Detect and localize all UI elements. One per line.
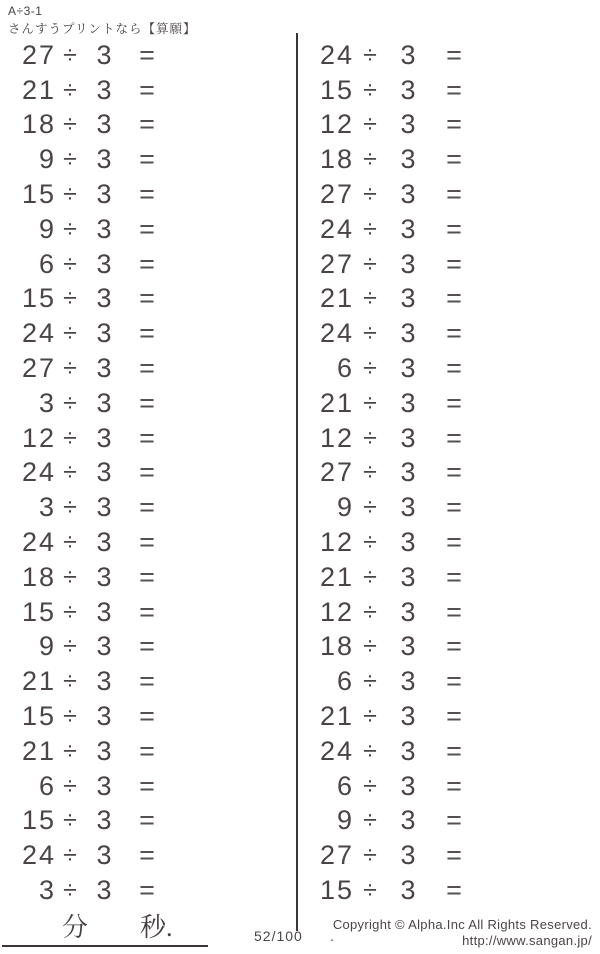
dividend-value: 24: [319, 39, 354, 70]
division-problem-row: [0, 699, 170, 734]
divisor-value: 3: [400, 666, 416, 697]
divide-operator: ÷: [63, 319, 77, 348]
divide-operator: ÷: [363, 458, 377, 487]
division-problem-row: [0, 525, 170, 560]
divisor-value: 3: [400, 387, 416, 418]
divide-operator: ÷: [63, 702, 77, 731]
division-problem-row: [0, 421, 170, 456]
divisor-value: 3: [96, 422, 112, 453]
division-problem-row: [0, 282, 170, 317]
divisor-value: 3: [400, 39, 416, 70]
division-problem-row: [0, 177, 170, 212]
dividend-value: 12: [319, 596, 354, 627]
divisor-value: 3: [400, 353, 416, 384]
dividend-value: 27: [319, 248, 354, 279]
equals-sign: =: [139, 248, 155, 279]
divide-operator: ÷: [63, 632, 77, 661]
division-problem-row: [0, 212, 170, 247]
divisor-value: 3: [400, 492, 416, 523]
division-problem-row: [297, 630, 478, 665]
dividend-value: 15: [319, 875, 354, 906]
equals-sign: =: [446, 701, 462, 732]
equals-sign: =: [446, 387, 462, 418]
divide-operator: ÷: [363, 354, 377, 383]
divisor-value: 3: [400, 213, 416, 244]
divisor-value: 3: [400, 561, 416, 592]
dividend-value: 21: [21, 74, 56, 105]
divide-operator: ÷: [363, 528, 377, 557]
divisor-value: 3: [400, 283, 416, 314]
divide-operator: ÷: [363, 110, 377, 139]
equals-sign: =: [446, 770, 462, 801]
dividend-value: 15: [319, 74, 354, 105]
division-problem-row: [0, 560, 170, 595]
equals-sign: =: [446, 875, 462, 906]
divide-operator: ÷: [363, 40, 377, 69]
divisor-value: 3: [400, 805, 416, 836]
equals-sign: =: [139, 527, 155, 558]
division-problem-row: [0, 73, 170, 108]
divisor-value: 3: [96, 283, 112, 314]
divisor-value: 3: [400, 701, 416, 732]
equals-sign: =: [139, 596, 155, 627]
equals-sign: =: [446, 596, 462, 627]
equals-sign: =: [446, 283, 462, 314]
problem-column-left: [0, 38, 170, 908]
dividend-value: 24: [21, 840, 56, 871]
divide-operator: ÷: [363, 597, 377, 626]
equals-sign: =: [139, 770, 155, 801]
divisor-value: 3: [96, 701, 112, 732]
divide-operator: ÷: [63, 75, 77, 104]
equals-sign: =: [446, 805, 462, 836]
divide-operator: ÷: [363, 806, 377, 835]
dividend-value: 27: [319, 840, 354, 871]
equals-sign: =: [446, 631, 462, 662]
divide-operator: ÷: [363, 702, 377, 731]
divide-operator: ÷: [63, 876, 77, 905]
division-problem-row: [0, 351, 170, 386]
equals-sign: =: [446, 735, 462, 766]
dividend-value: 18: [319, 631, 354, 662]
dividend-value: 18: [21, 109, 56, 140]
division-problem-row: [0, 595, 170, 630]
dividend-value: 6: [336, 666, 354, 697]
division-problem-row: [0, 386, 170, 421]
dividend-value: 9: [336, 805, 354, 836]
divide-operator: ÷: [63, 736, 77, 765]
divisor-value: 3: [96, 387, 112, 418]
division-problem-row: [297, 664, 478, 699]
equals-sign: =: [446, 248, 462, 279]
divisor-value: 3: [400, 840, 416, 871]
equals-sign: =: [446, 39, 462, 70]
equals-sign: =: [139, 457, 155, 488]
equals-sign: =: [446, 561, 462, 592]
divide-operator: ÷: [363, 771, 377, 800]
equals-sign: =: [446, 179, 462, 210]
seconds-label: 秒.: [140, 913, 173, 942]
division-problem-row: [0, 108, 170, 143]
division-problem-row: [0, 490, 170, 525]
divide-operator: ÷: [363, 493, 377, 522]
dividend-value: 21: [319, 701, 354, 732]
equals-sign: =: [139, 283, 155, 314]
dividend-value: 21: [319, 561, 354, 592]
divide-operator: ÷: [63, 562, 77, 591]
equals-sign: =: [139, 109, 155, 140]
site-url: http://www.sangan.jp/: [462, 933, 592, 948]
divisor-value: 3: [400, 179, 416, 210]
divide-operator: ÷: [63, 214, 77, 243]
divisor-value: 3: [96, 179, 112, 210]
divide-operator: ÷: [63, 249, 77, 278]
divide-operator: ÷: [63, 388, 77, 417]
dividend-value: 15: [21, 179, 56, 210]
equals-sign: =: [139, 39, 155, 70]
divide-operator: ÷: [363, 75, 377, 104]
divide-operator: ÷: [63, 180, 77, 209]
dividend-value: 18: [319, 144, 354, 175]
divisor-value: 3: [400, 770, 416, 801]
divide-operator: ÷: [363, 319, 377, 348]
division-problem-row: [297, 873, 478, 908]
dividend-value: 9: [336, 492, 354, 523]
division-problem-row: [297, 456, 478, 491]
divide-operator: ÷: [363, 180, 377, 209]
divisor-value: 3: [400, 875, 416, 906]
equals-sign: =: [139, 735, 155, 766]
division-problem-row: [297, 699, 478, 734]
divisor-value: 3: [96, 353, 112, 384]
equals-sign: =: [446, 318, 462, 349]
division-problem-row: [297, 769, 478, 804]
dividend-value: 3: [38, 875, 56, 906]
dividend-value: 6: [336, 770, 354, 801]
division-problem-row: [297, 595, 478, 630]
dividend-value: 3: [38, 387, 56, 418]
equals-sign: =: [446, 457, 462, 488]
dividend-value: 27: [319, 179, 354, 210]
division-problem-row: [297, 108, 478, 143]
equals-sign: =: [446, 840, 462, 871]
divide-operator: ÷: [63, 354, 77, 383]
divisor-value: 3: [400, 457, 416, 488]
divide-operator: ÷: [363, 632, 377, 661]
dividend-value: 24: [21, 527, 56, 558]
divide-operator: ÷: [63, 493, 77, 522]
divisor-value: 3: [400, 248, 416, 279]
equals-sign: =: [446, 422, 462, 453]
equals-sign: =: [139, 353, 155, 384]
divide-operator: ÷: [63, 667, 77, 696]
dividend-value: 12: [319, 527, 354, 558]
division-problem-row: [297, 490, 478, 525]
divisor-value: 3: [96, 39, 112, 70]
dividend-value: 9: [38, 631, 56, 662]
divisor-value: 3: [96, 74, 112, 105]
divide-operator: ÷: [363, 284, 377, 313]
divisor-value: 3: [96, 527, 112, 558]
equals-sign: =: [139, 805, 155, 836]
divisor-value: 3: [400, 596, 416, 627]
divide-operator: ÷: [363, 667, 377, 696]
division-problem-row: [297, 525, 478, 560]
dividend-value: 15: [21, 596, 56, 627]
equals-sign: =: [139, 422, 155, 453]
division-problem-row: [297, 38, 478, 73]
division-problem-row: [0, 873, 170, 908]
page-dot: .: [330, 928, 334, 944]
division-problem-row: [297, 421, 478, 456]
dividend-value: 24: [319, 735, 354, 766]
copyright-block: [333, 917, 592, 949]
division-problem-row: [0, 734, 170, 769]
page-number: 52/100: [254, 928, 303, 944]
divide-operator: ÷: [63, 110, 77, 139]
divisor-value: 3: [96, 318, 112, 349]
division-problem-row: [297, 386, 478, 421]
divide-operator: ÷: [63, 597, 77, 626]
divisor-value: 3: [400, 109, 416, 140]
equals-sign: =: [139, 74, 155, 105]
divide-operator: ÷: [363, 423, 377, 452]
division-problem-row: [297, 177, 478, 212]
dividend-value: 24: [319, 213, 354, 244]
worksheet-code: A÷3-1: [8, 4, 43, 18]
divisor-value: 3: [96, 840, 112, 871]
divide-operator: ÷: [363, 214, 377, 243]
dividend-value: 15: [21, 701, 56, 732]
division-problem-row: [0, 142, 170, 177]
divide-operator: ÷: [63, 40, 77, 69]
equals-sign: =: [446, 353, 462, 384]
divisor-value: 3: [96, 457, 112, 488]
division-problem-row: [0, 456, 170, 491]
divisor-value: 3: [96, 213, 112, 244]
dividend-value: 12: [319, 109, 354, 140]
division-problem-row: [297, 73, 478, 108]
divisor-value: 3: [96, 248, 112, 279]
divisor-value: 3: [96, 805, 112, 836]
division-problem-row: [0, 769, 170, 804]
divisor-value: 3: [96, 875, 112, 906]
divide-operator: ÷: [63, 145, 77, 174]
divide-operator: ÷: [63, 806, 77, 835]
dividend-value: 6: [38, 770, 56, 801]
problem-column-right: [297, 38, 478, 908]
divide-operator: ÷: [363, 876, 377, 905]
minutes-label: 分: [62, 913, 89, 942]
division-problem-row: [297, 142, 478, 177]
dividend-value: 24: [319, 318, 354, 349]
equals-sign: =: [139, 492, 155, 523]
divisor-value: 3: [400, 144, 416, 175]
dividend-value: 21: [21, 666, 56, 697]
divide-operator: ÷: [363, 841, 377, 870]
divide-operator: ÷: [363, 562, 377, 591]
equals-sign: =: [139, 144, 155, 175]
division-problem-row: [0, 316, 170, 351]
equals-sign: =: [446, 109, 462, 140]
division-problem-row: [297, 804, 478, 839]
equals-sign: =: [139, 179, 155, 210]
time-answer-line: [2, 912, 208, 947]
divide-operator: ÷: [63, 841, 77, 870]
divisor-value: 3: [400, 527, 416, 558]
division-problem-row: [0, 38, 170, 73]
divisor-value: 3: [400, 318, 416, 349]
division-problem-row: [0, 247, 170, 282]
dividend-value: 9: [38, 144, 56, 175]
dividend-value: 27: [21, 353, 56, 384]
dividend-value: 12: [319, 422, 354, 453]
division-problem-row: [0, 838, 170, 873]
divisor-value: 3: [400, 735, 416, 766]
equals-sign: =: [446, 527, 462, 558]
divisor-value: 3: [96, 666, 112, 697]
worksheet-subtitle: さんすうプリントなら【算願】: [8, 22, 197, 36]
dividend-value: 21: [319, 387, 354, 418]
divisor-value: 3: [96, 596, 112, 627]
equals-sign: =: [446, 144, 462, 175]
divide-operator: ÷: [363, 736, 377, 765]
division-problem-row: [297, 560, 478, 595]
division-problem-row: [0, 630, 170, 665]
equals-sign: =: [139, 631, 155, 662]
divide-operator: ÷: [63, 771, 77, 800]
divisor-value: 3: [96, 492, 112, 523]
division-problem-row: [297, 282, 478, 317]
dividend-value: 27: [21, 39, 56, 70]
divide-operator: ÷: [363, 249, 377, 278]
dividend-value: 27: [319, 457, 354, 488]
copyright-text: Copyright © Alpha.Inc All Rights Reserved.: [332, 917, 592, 932]
divisor-value: 3: [400, 74, 416, 105]
dividend-value: 3: [38, 492, 56, 523]
dividend-value: 24: [21, 457, 56, 488]
equals-sign: =: [446, 666, 462, 697]
divide-operator: ÷: [63, 528, 77, 557]
division-problem-row: [0, 804, 170, 839]
divisor-value: 3: [96, 561, 112, 592]
equals-sign: =: [139, 840, 155, 871]
dividend-value: 18: [21, 561, 56, 592]
divide-operator: ÷: [363, 388, 377, 417]
equals-sign: =: [139, 561, 155, 592]
dividend-value: 6: [336, 353, 354, 384]
dividend-value: 9: [38, 213, 56, 244]
divisor-value: 3: [96, 109, 112, 140]
dividend-value: 21: [21, 735, 56, 766]
dividend-value: 6: [38, 248, 56, 279]
divide-operator: ÷: [63, 423, 77, 452]
equals-sign: =: [446, 492, 462, 523]
equals-sign: =: [139, 213, 155, 244]
divide-operator: ÷: [63, 284, 77, 313]
dividend-value: 15: [21, 283, 56, 314]
equals-sign: =: [139, 875, 155, 906]
equals-sign: =: [139, 701, 155, 732]
division-problem-row: [0, 664, 170, 699]
division-problem-row: [297, 247, 478, 282]
dividend-value: 21: [319, 283, 354, 314]
equals-sign: =: [446, 74, 462, 105]
equals-sign: =: [139, 387, 155, 418]
division-problem-row: [297, 212, 478, 247]
division-problem-row: [297, 734, 478, 769]
dividend-value: 15: [21, 805, 56, 836]
divisor-value: 3: [96, 770, 112, 801]
division-problem-row: [297, 316, 478, 351]
equals-sign: =: [139, 666, 155, 697]
divisor-value: 3: [96, 735, 112, 766]
divisor-value: 3: [96, 631, 112, 662]
divide-operator: ÷: [63, 458, 77, 487]
equals-sign: =: [139, 318, 155, 349]
division-problem-row: [297, 351, 478, 386]
dividend-value: 24: [21, 318, 56, 349]
divisor-value: 3: [400, 422, 416, 453]
division-problem-row: [297, 838, 478, 873]
divisor-value: 3: [96, 144, 112, 175]
equals-sign: =: [446, 213, 462, 244]
dividend-value: 12: [21, 422, 56, 453]
divisor-value: 3: [400, 631, 416, 662]
divide-operator: ÷: [363, 145, 377, 174]
